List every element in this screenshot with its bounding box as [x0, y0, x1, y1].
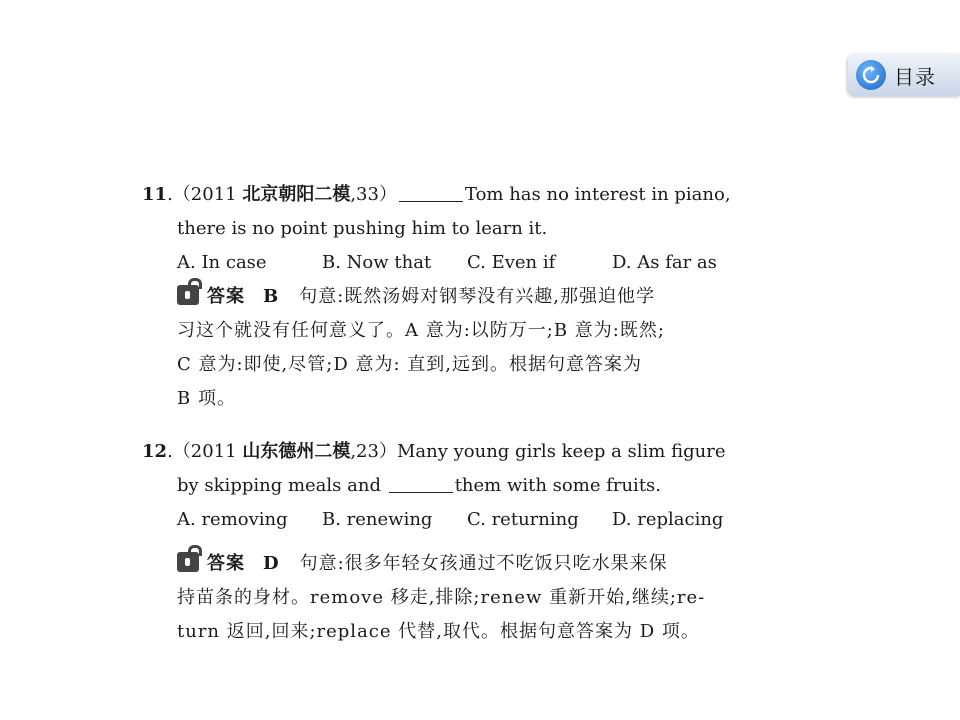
toc-button[interactable]	[848, 54, 960, 96]
option-a: A. removing	[177, 509, 288, 530]
answer-blank	[399, 183, 463, 202]
answer-blank	[389, 474, 453, 493]
question-source: 山东德州二模	[242, 441, 351, 462]
stem-text: Tom has no interest in piano,	[464, 184, 731, 205]
question-number: 11	[142, 184, 168, 205]
toc-label: 目录	[894, 64, 936, 89]
source-open: .（2011	[167, 441, 243, 462]
stem-text-line2: there is no point pushing him to learn it.	[177, 218, 548, 239]
explanation-line: 习这个就没有任何意义了。A 意为:以防万一;B 意为:既然;	[177, 320, 665, 341]
return-arrow-icon	[856, 60, 886, 90]
explanation-line: C 意为:即使,尽管;D 意为: 直到,远到。根据句意答案为	[177, 354, 643, 375]
answer-letter: B	[263, 286, 280, 307]
answer-label: 答案	[207, 553, 245, 574]
options-row	[142, 246, 792, 280]
option-d: D. replacing	[612, 509, 724, 530]
explanation-line: turn 返回,回来;replace 代替,取代。根据句意答案为 D 项。	[177, 621, 700, 642]
question-12	[142, 435, 792, 649]
answer-block	[142, 547, 792, 649]
options-row	[142, 503, 792, 537]
explanation-line: 句意:既然汤姆对钢琴没有兴趣,那强迫他学	[299, 286, 656, 307]
source-open: .（2011	[167, 184, 243, 205]
option-c: C. Even if	[467, 252, 556, 273]
explanation-line: B 项。	[177, 388, 236, 409]
explanation-line: 持苗条的身材。remove 移走,排除;renew 重新开始,继续;re-	[177, 587, 706, 608]
unlock-icon	[177, 285, 199, 305]
answer-label: 答案	[207, 286, 245, 307]
question-source: 北京朝阳二模	[242, 184, 351, 205]
stem-text: Many young girls keep a slim figure	[396, 441, 726, 462]
option-c: C. returning	[467, 509, 579, 530]
question-11	[142, 178, 792, 416]
stem-text-line2	[142, 469, 792, 503]
stem-text: by skipping meals and	[177, 475, 387, 496]
stem-text: them with some fruits.	[454, 475, 662, 496]
question-stem-line	[142, 178, 792, 212]
question-number: 12	[142, 441, 168, 462]
option-b: B. renewing	[322, 509, 433, 530]
answer-letter: D	[263, 553, 280, 574]
option-b: B. Now that	[322, 252, 432, 273]
answer-block	[142, 280, 792, 416]
option-a: A. In case	[177, 252, 267, 273]
option-d: D. As far as	[612, 252, 717, 273]
source-close: ,33）	[350, 184, 397, 205]
source-close: ,23）	[350, 441, 397, 462]
explanation-line: 句意:很多年轻女孩通过不吃饭只吃水果来保	[299, 553, 668, 574]
unlock-icon	[177, 552, 199, 572]
question-stem-line	[142, 435, 792, 469]
